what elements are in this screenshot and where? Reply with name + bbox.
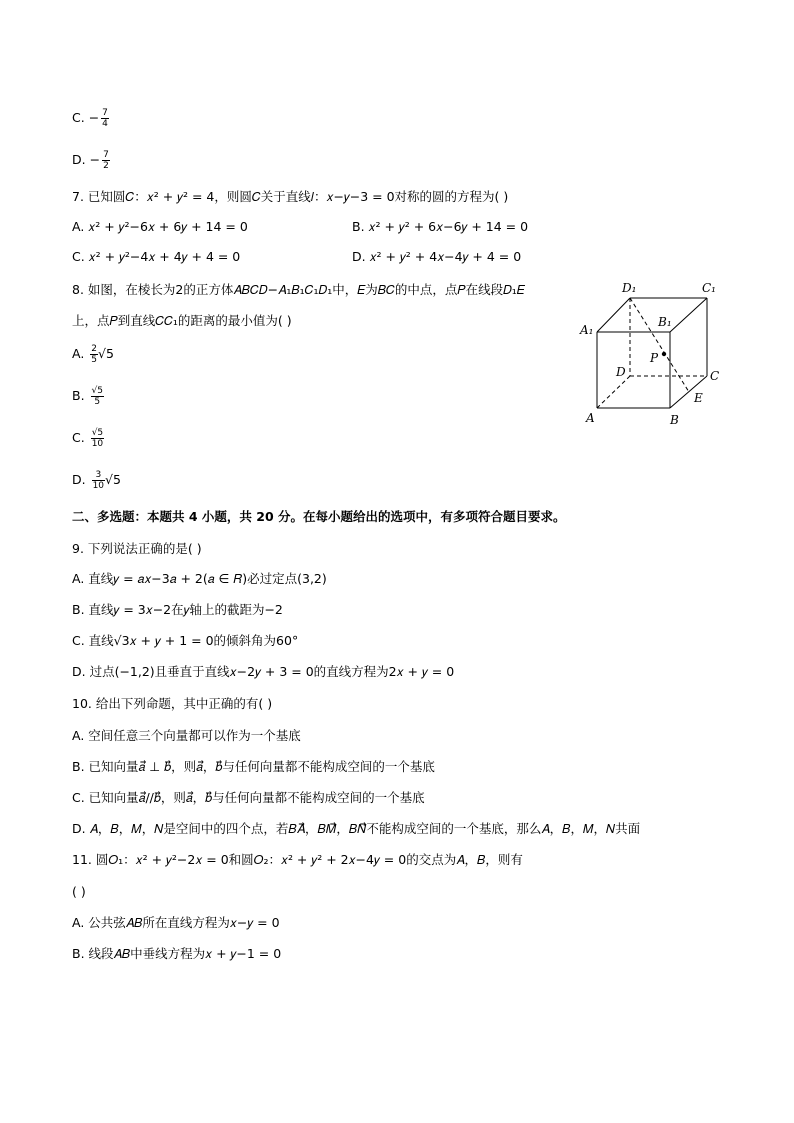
q11-option-b: B. 线段𝐴𝐵中垂线方程为𝑥 + 𝑦−1 = 0 xyxy=(72,946,282,961)
q10-stem: 10. 给出下列命题，其中正确的有( ) xyxy=(72,696,273,711)
point-p xyxy=(662,352,666,356)
sqrt-term: √5 xyxy=(98,346,114,361)
q9-option-c: C. 直线√3𝑥 + 𝑦 + 1 = 0的倾斜角为60° xyxy=(72,633,299,648)
q11-stem-line1: 11. 圆𝑂₁：𝑥² + 𝑦²−2𝑥 = 0和圆𝑂₂：𝑥² + 𝑦² + 2𝑥−4𝑦 = 0的交点为𝐴，𝐵，则有 xyxy=(72,852,523,867)
q10-option-a: A. 空间任意三个向量都可以作为一个基底 xyxy=(72,728,301,743)
q6-option-d xyxy=(72,150,110,171)
q8-option-d xyxy=(72,470,121,491)
fraction xyxy=(102,150,110,171)
label-a: A xyxy=(586,411,595,425)
q8-option-c xyxy=(72,428,104,449)
fraction xyxy=(90,344,98,365)
option-label: C. xyxy=(72,110,89,125)
denominator: 5 xyxy=(94,397,101,407)
edge-a1-d1 xyxy=(597,298,630,332)
q9-option-b: B. 直线𝑦 = 3𝑥−2在𝑦轴上的截距为−2 xyxy=(72,602,283,617)
numerator: √5 xyxy=(91,428,104,438)
q7-option-a: A. 𝑥² + 𝑦²−6𝑥 + 6𝑦 + 14 = 0 xyxy=(72,219,248,234)
label-c: C xyxy=(710,369,720,383)
numerator: 2 xyxy=(91,344,98,354)
q7-stem: 7. 已知圆𝐶：𝑥² + 𝑦² = 4，则圆𝐶关于直线𝑙：𝑥−𝑦−3 = 0对称的圆的方程为( ) xyxy=(72,189,509,204)
q9-option-d: D. 过点(−1,2)且垂直于直线𝑥−2𝑦 + 3 = 0的直线方程为2𝑥 + 𝑦 = 0 xyxy=(72,664,455,679)
fraction xyxy=(92,470,105,491)
minus-sign: − xyxy=(89,152,101,167)
option-label: C. xyxy=(72,430,89,445)
section-2-heading: 二、多选题：本题共 4 小题，共 20 分。在每小题给出的选项中，有多项符合题目要求。 xyxy=(72,509,566,524)
q8-option-b xyxy=(72,386,104,407)
label-e: E xyxy=(694,391,703,405)
q10-option-c: C. 已知向量𝑎⃗//𝑏⃗，则𝑎⃗，𝑏⃗与任何向量都不能构成空间的一个基底 xyxy=(72,790,425,805)
q8-stem-line1: 8. 如图，在棱长为2的正方体𝐴𝐵𝐶𝐷−𝐴₁𝐵₁𝐶₁𝐷₁中，𝐸为𝐵𝐶的中点，点𝑃在线段𝐷₁𝐸 xyxy=(72,282,525,297)
label-d: D xyxy=(616,365,626,379)
q7-option-d: D. 𝑥² + 𝑦² + 4𝑥−4𝑦 + 4 = 0 xyxy=(352,249,522,264)
denominator: 10 xyxy=(92,481,105,491)
q11-option-a: A. 公共弦𝐴𝐵所在直线方程为𝑥−𝑦 = 0 xyxy=(72,915,280,930)
label-a1: A₁ xyxy=(580,323,594,337)
denominator: 10 xyxy=(91,439,104,449)
label-b: B xyxy=(670,413,679,427)
denominator: 4 xyxy=(102,119,108,129)
q10-option-d: D. 𝐴，𝐵，𝑀，𝑁是空间中的四个点，若𝐵𝐴⃗，𝐵𝑀⃗，𝐵𝑁⃗不能构成空间的一个基底，那么𝐴，𝐵，𝑀，𝑁共面 xyxy=(72,821,641,836)
edge-b1-c1 xyxy=(670,298,707,332)
minus-sign: − xyxy=(88,110,100,125)
denominator: 2 xyxy=(103,161,109,171)
q8-option-a xyxy=(72,344,114,365)
q9-stem: 9. 下列说法正确的是( ) xyxy=(72,541,202,556)
label-c1: C₁ xyxy=(702,281,716,295)
sqrt-term: √5 xyxy=(105,472,121,487)
q8-stem-line2: 上，点𝑃到直线𝐶𝐶₁的距离的最小值为( ) xyxy=(72,313,292,328)
option-label: D. xyxy=(72,472,90,487)
q7-option-c: C. 𝑥² + 𝑦²−4𝑥 + 4𝑦 + 4 = 0 xyxy=(72,249,241,264)
fraction xyxy=(91,428,104,449)
edge-a-d-hidden xyxy=(597,376,630,408)
q7-option-b: B. 𝑥² + 𝑦² + 6𝑥−6𝑦 + 14 = 0 xyxy=(352,219,529,234)
numerator: 7 xyxy=(102,108,108,118)
q6-option-c xyxy=(72,108,109,129)
q10-option-b: B. 已知向量𝑎⃗ ⊥ 𝑏⃗，则𝑎⃗，𝑏⃗与任何向量都不能构成空间的一个基底 xyxy=(72,759,435,774)
label-p: P xyxy=(650,351,659,365)
cube-figure xyxy=(572,276,732,436)
option-label: D. xyxy=(72,152,90,167)
fraction xyxy=(101,108,109,129)
label-d1: D₁ xyxy=(622,281,637,295)
fraction xyxy=(91,386,104,407)
numerator: 7 xyxy=(103,150,109,160)
option-label: B. xyxy=(72,388,89,403)
segment-d1-e xyxy=(630,298,689,392)
option-label: A. xyxy=(72,346,89,361)
denominator: 5 xyxy=(91,355,98,365)
label-b1: B₁ xyxy=(658,315,672,329)
q9-option-a: A. 直线𝑦 = 𝑎𝑥−3𝑎 + 2(𝑎 ∈ 𝑅)必过定点(3,2) xyxy=(72,571,327,586)
numerator: √5 xyxy=(91,386,103,396)
q11-stem-line2: ( ) xyxy=(72,884,86,899)
numerator: 3 xyxy=(92,470,105,481)
